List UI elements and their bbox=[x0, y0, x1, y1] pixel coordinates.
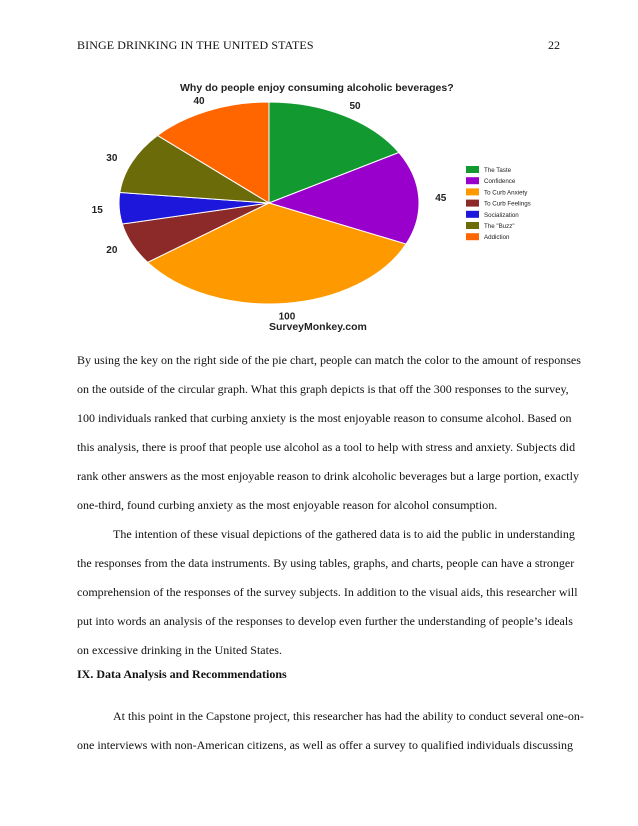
running-head: BINGE DRINKING IN THE UNITED STATES bbox=[77, 38, 314, 52]
legend-swatch bbox=[466, 211, 479, 218]
chart-title: Why do people enjoy consuming alcoholic beverages? bbox=[180, 82, 454, 94]
paragraph-1 bbox=[77, 346, 581, 520]
section-heading: IX. Data Analysis and Recommendations bbox=[77, 667, 287, 681]
pie-value-label: 45 bbox=[435, 193, 447, 205]
text-line: on the outside of the circular graph. What this graph depicts is that off the 300 responses to the survey, bbox=[77, 382, 569, 396]
legend-swatch bbox=[466, 200, 479, 207]
text-line: this analysis, there is proof that people use alcohol as a tool to help with stress and anxiety. Subjects did bbox=[77, 440, 576, 454]
legend-swatch bbox=[466, 166, 479, 173]
legend-swatch bbox=[466, 177, 479, 184]
legend-swatch bbox=[466, 233, 479, 240]
text-line: the responses from the data instruments. By using tables, graphs, and charts, people can have a stronger bbox=[77, 556, 575, 570]
paragraph-3 bbox=[77, 702, 584, 760]
text-line: rank other answers as the most enjoyable reason to drink alcoholic beverages but a large portion, exactly bbox=[77, 469, 579, 483]
legend-label: The "Buzz" bbox=[484, 223, 515, 230]
pie-chart bbox=[0, 0, 638, 340]
legend-label: To Curb Feelings bbox=[484, 200, 531, 208]
pie-slices bbox=[119, 102, 419, 304]
legend-swatch bbox=[466, 188, 479, 195]
chart-source: SurveyMonkey.com bbox=[269, 321, 367, 333]
text-line: one interviews with non-American citizens, as well as offer a survey to qualified individuals discussing bbox=[77, 738, 573, 752]
legend-label: The Taste bbox=[484, 167, 512, 174]
text-line: on excessive drinking in the United States. bbox=[77, 643, 282, 657]
text-line: comprehension of the responses of the survey subjects. In addition to the visual aids, this researcher will bbox=[77, 585, 578, 599]
chart-legend bbox=[466, 166, 531, 241]
legend-label: To Curb Anxiety bbox=[484, 189, 528, 197]
pie-value-label: 50 bbox=[349, 101, 361, 113]
paragraph-2 bbox=[77, 520, 578, 665]
pie-value-label: 15 bbox=[91, 204, 103, 216]
pie-value-label: 20 bbox=[106, 244, 118, 256]
legend-label: Addiction bbox=[484, 234, 510, 242]
legend-swatch bbox=[466, 222, 479, 229]
legend-label: Confidence bbox=[484, 178, 516, 186]
legend-label: Socialization bbox=[484, 211, 519, 219]
pie-value-label: 30 bbox=[106, 153, 118, 165]
text-line: put into words an analysis of the responses to develop even further the understanding of people’s ideals bbox=[77, 614, 573, 628]
pie-value-label: 100 bbox=[278, 311, 296, 323]
text-line: By using the key on the right side of the pie chart, people can match the color to the amount of responses bbox=[77, 353, 581, 367]
text-line: one-third, found curbing anxiety as the most enjoyable reason for alcohol consumption. bbox=[77, 498, 498, 512]
text-line: 100 individuals ranked that curbing anxiety is the most enjoyable reason to consume alcohol. Based on bbox=[77, 411, 572, 425]
page-number: 22 bbox=[548, 38, 560, 52]
text-line: At this point in the Capstone project, this researcher has had the ability to conduct several one-on- bbox=[113, 709, 584, 723]
pie-value-label: 40 bbox=[193, 95, 205, 107]
text-line: The intention of these visual depictions of the gathered data is to aid the public in understanding bbox=[113, 527, 575, 541]
